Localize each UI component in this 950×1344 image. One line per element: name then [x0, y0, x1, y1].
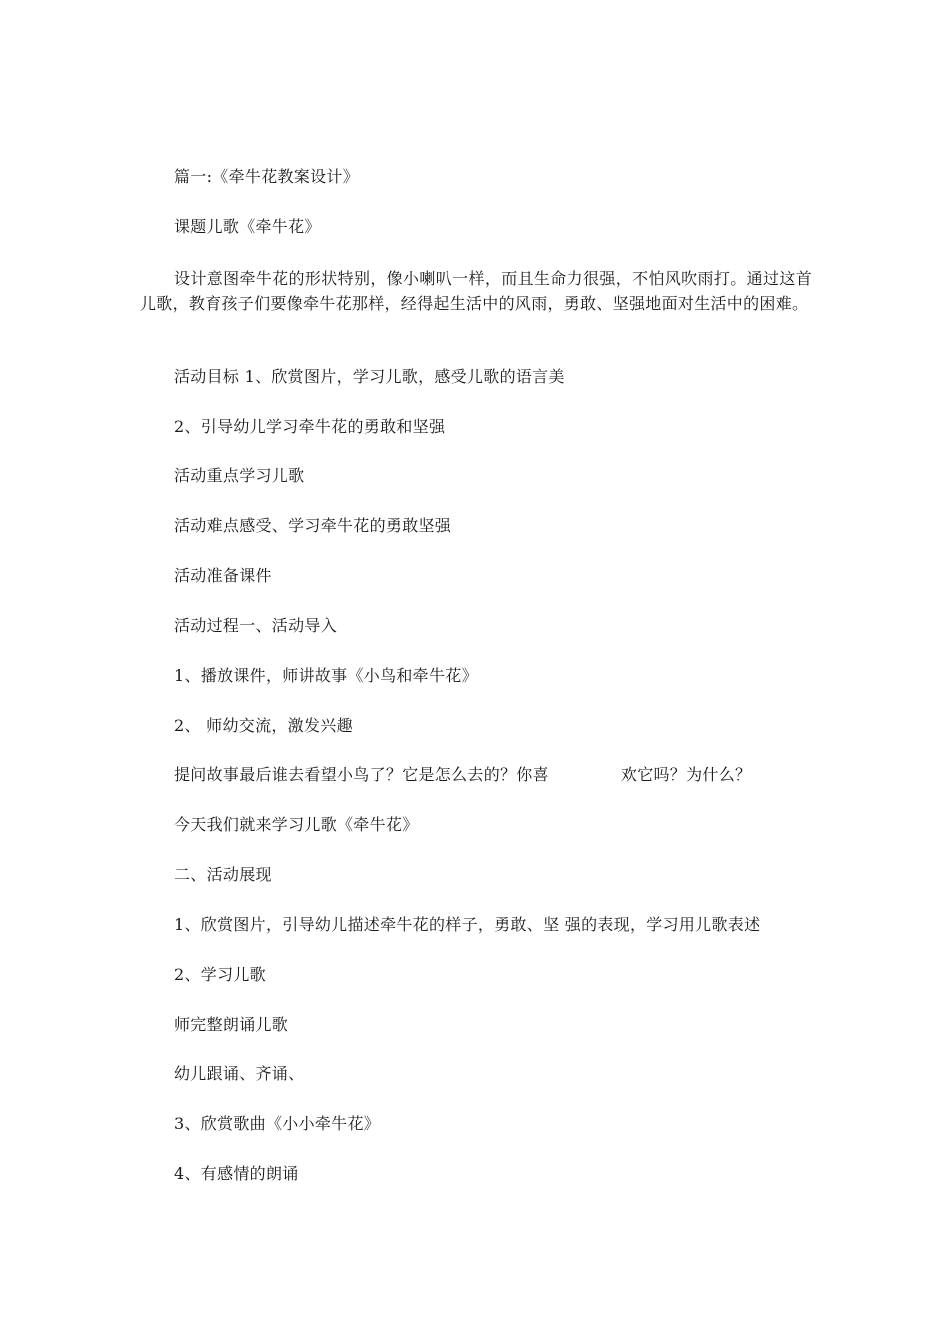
goal-1-line: 活动目标 1、欣赏图片，学习儿歌，感受儿歌的语言美	[174, 367, 565, 386]
key-point-line: 活动重点学习儿歌	[174, 466, 305, 485]
design-intent-paragraph: 设计意图牵牛花的形状特别，像小喇叭一样，而且生命力很强，不怕风吹雨打。通过这首儿歌，教育孩子们要像牵牛花那样，经得起生活中的风雨，勇敢、坚强地面对生活中的困难。	[140, 269, 812, 313]
goal-2-line: 2、引导幼儿学习牵牛花的勇敢和坚强	[174, 417, 446, 436]
preparation-line: 活动准备课件	[174, 566, 272, 585]
step-1-1-line: 1、播放课件，师讲故事《小鸟和牵牛花》	[174, 666, 478, 685]
step-2-3-line: 3、欣赏歌曲《小小牵牛花》	[174, 1114, 381, 1133]
step-2-4-line: 4、有感情的朗诵	[174, 1164, 299, 1183]
children-recite-line: 幼儿跟诵、齐诵、	[174, 1064, 305, 1083]
today-line: 今天我们就来学习儿歌《牵牛花》	[174, 815, 419, 834]
process-intro-line: 活动过程一、活动导入	[174, 616, 338, 635]
document-heading: 篇一:《牵牛花教案设计》	[174, 167, 359, 186]
step-2-2-line: 2、学习儿歌	[174, 965, 266, 984]
step-2-1-line: 1、欣赏图片，引导幼儿描述牵牛花的样子，勇敢、坚 强的表现，学习用儿歌表述	[174, 915, 761, 934]
question-part-2: 欢它吗？为什么？	[620, 765, 752, 784]
teacher-recite-line: 师完整朗诵儿歌	[174, 1015, 289, 1034]
question-part-1: 提问故事最后谁去看望小鸟了？它是怎么去的？你喜	[174, 765, 549, 784]
topic-line: 课题儿歌《牵牛花》	[174, 217, 321, 236]
question-line	[174, 765, 751, 785]
section-2-line: 二、活动展现	[174, 865, 272, 884]
step-1-2-line: 2、 师幼交流，激发兴趣	[174, 716, 353, 735]
difficulty-line: 活动难点感受、学习牵牛花的勇敢坚强	[174, 516, 452, 535]
